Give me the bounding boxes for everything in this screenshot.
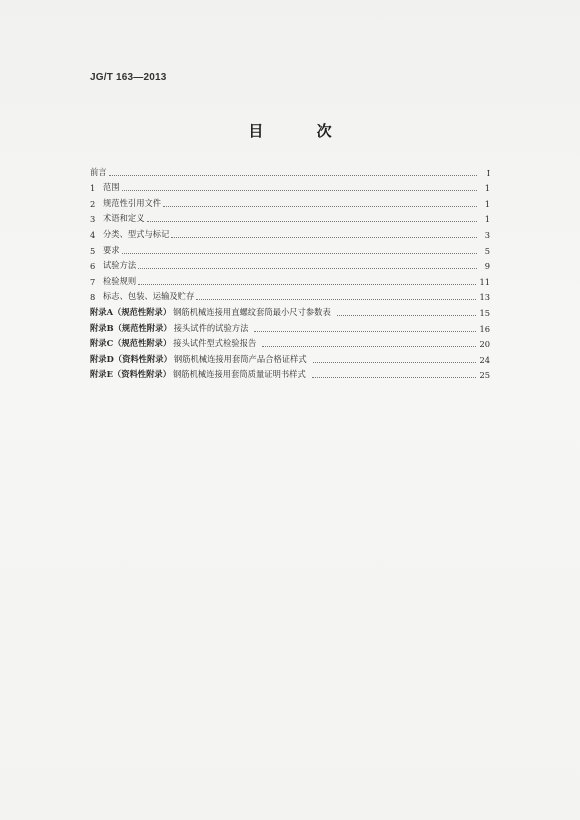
toc-entry-number: 5: [90, 245, 96, 256]
toc-entry-number: 8: [90, 292, 96, 303]
toc-entry-page: 3: [484, 229, 490, 240]
toc-annex-label: 附录E（资料性附录）: [90, 369, 171, 380]
toc-leader: [313, 362, 477, 363]
toc-leader: [138, 284, 476, 285]
document-code: JG/T 163—2013: [90, 72, 167, 83]
toc-entry-page: 5: [484, 245, 490, 256]
toc-entry-label: 术语和定义: [103, 213, 145, 224]
toc-leader: [163, 206, 477, 207]
toc-entry-page: 11: [479, 276, 490, 287]
toc-entry-label: 试验方法: [103, 260, 137, 271]
toc-entry-number: 4: [90, 229, 96, 240]
toc-entry-4[interactable]: [90, 224, 490, 240]
toc-leader: [254, 331, 476, 332]
toc-entry-page: 1: [484, 198, 490, 209]
toc-entry-page: 16: [479, 323, 490, 334]
toc-leader: [147, 221, 478, 222]
toc-entry-number: 3: [90, 214, 96, 225]
toc-entry-7[interactable]: [90, 271, 490, 287]
toc-entry-number: 1: [90, 183, 96, 194]
toc-leader: [109, 175, 477, 176]
toc-annex-label: 附录A（规范性附录）: [90, 306, 172, 317]
toc-leader: [262, 346, 476, 347]
toc-entry-page: Ⅰ: [486, 167, 490, 178]
toc-entry-label: 前言: [90, 166, 107, 177]
toc-entry-label: 检验规则: [103, 275, 137, 286]
toc-entry-annex-e[interactable]: [90, 365, 490, 381]
toc-entry-page: 9: [484, 261, 490, 272]
toc-entry-6[interactable]: [90, 256, 490, 272]
toc-annex-title: 钢筋机械连接用直螺纹套筒最小尺寸参数表: [173, 306, 331, 317]
toc-entry-page: 20: [479, 339, 490, 350]
toc-entry-page: 1: [484, 183, 490, 194]
toc-entry-page: 1: [484, 214, 490, 225]
toc-leader: [196, 299, 476, 300]
toc-annex-label: 附录D（资料性附录）: [90, 353, 172, 364]
toc-entry-annex-c[interactable]: [90, 334, 490, 350]
toc-entry-number: 2: [90, 198, 96, 209]
toc-entry-number: 6: [90, 261, 96, 272]
toc-entry-label: 标志、包装、运输及贮存: [103, 291, 195, 302]
toc-annex-label: 附录C（规范性附录）: [90, 338, 172, 349]
toc-annex-label: 附录B（规范性附录）: [90, 322, 172, 333]
toc-leader: [337, 315, 477, 316]
toc-entry-number: 7: [90, 276, 96, 287]
table-of-contents: [90, 162, 490, 380]
toc-entry-3[interactable]: [90, 209, 490, 225]
toc-leader: [122, 190, 477, 191]
toc-leader: [122, 253, 477, 254]
toc-entry-page: 25: [479, 370, 490, 381]
toc-entry-page: 13: [479, 292, 490, 303]
toc-entry-label: 分类、型式与标记: [103, 228, 170, 239]
toc-entry-page: 24: [479, 354, 490, 365]
toc-entry-annex-a[interactable]: [90, 302, 490, 318]
toc-entry-annex-d[interactable]: [90, 349, 490, 365]
toc-annex-title: 接头试件的试验方法: [173, 322, 249, 333]
toc-entry-label: 规范性引用文件: [103, 197, 162, 208]
toc-entry-5[interactable]: [90, 240, 490, 256]
toc-entry-8[interactable]: [90, 287, 490, 303]
toc-annex-title: 钢筋机械连接用套筒产品合格证样式: [173, 353, 307, 364]
toc-entry-2[interactable]: [90, 193, 490, 209]
toc-entry-label: 要求: [103, 244, 120, 255]
toc-title: 目 次: [248, 122, 356, 140]
toc-annex-title: 接头试件型式检验报告: [173, 338, 257, 349]
toc-entry-label: 范围: [103, 182, 120, 193]
toc-entry-1[interactable]: [90, 178, 490, 194]
toc-leader: [138, 268, 477, 269]
toc-entry-annex-b[interactable]: [90, 318, 490, 334]
toc-entry-page: 15: [479, 307, 490, 318]
toc-annex-title: 钢筋机械连接用套筒质量证明书样式: [173, 369, 306, 380]
toc-leader: [312, 377, 477, 378]
toc-entry-foreword[interactable]: [90, 162, 490, 178]
toc-leader: [171, 237, 477, 238]
